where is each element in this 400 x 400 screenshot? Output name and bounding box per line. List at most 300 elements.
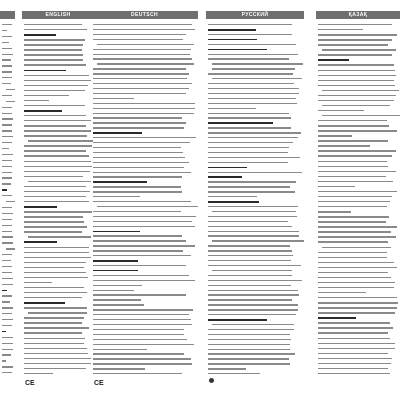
- text-line: [93, 245, 195, 246]
- text-line: [24, 115, 86, 116]
- text-line: [93, 117, 182, 118]
- text-line: [2, 77, 12, 78]
- text-line: [318, 236, 396, 237]
- text-line: [24, 252, 89, 253]
- text-line: [318, 201, 390, 202]
- text-line: [24, 191, 90, 192]
- text-line: [318, 155, 392, 156]
- text-line: [2, 48, 12, 49]
- text-line: [208, 157, 300, 158]
- text-line: [93, 103, 195, 104]
- text-line: [2, 130, 12, 131]
- text-line: [318, 282, 395, 283]
- text-line: [97, 63, 194, 64]
- column-text: [208, 24, 302, 378]
- text-line: [2, 124, 12, 125]
- text-line: [208, 58, 289, 59]
- text-line: [318, 70, 395, 71]
- text-line: [24, 130, 91, 131]
- text-line: [93, 152, 183, 153]
- text-line: [318, 307, 397, 308]
- text-line: [318, 150, 396, 151]
- text-line: [318, 302, 398, 303]
- text-line: [318, 75, 396, 76]
- text-line: [93, 93, 186, 94]
- text-line: [208, 304, 298, 305]
- text-line: [93, 83, 192, 84]
- text-line: [24, 216, 83, 217]
- text-line: [24, 44, 83, 45]
- text-line: [208, 132, 301, 133]
- text-line: [318, 80, 394, 81]
- text-line: [28, 312, 87, 313]
- text-line: [318, 85, 395, 86]
- text-line: [208, 349, 290, 350]
- text-line: [318, 166, 388, 167]
- text-line: [24, 166, 92, 167]
- text-line: [318, 95, 396, 96]
- text-line: [93, 363, 192, 364]
- text-line: [6, 101, 15, 102]
- text-line: [208, 88, 299, 89]
- text-line: [318, 34, 397, 35]
- text-line: [24, 59, 83, 60]
- text-line: [93, 255, 191, 256]
- text-line: [24, 176, 83, 177]
- text-line: [208, 363, 290, 364]
- text-line: [97, 206, 198, 207]
- text-line: [208, 39, 257, 41]
- text-line: [2, 148, 9, 149]
- text-line: [93, 137, 196, 138]
- text-line: [318, 297, 397, 298]
- text-line: [93, 211, 181, 212]
- text-line: [212, 68, 295, 69]
- text-line: [208, 117, 291, 118]
- text-line: [208, 275, 292, 276]
- text-line: [208, 142, 293, 143]
- text-line: [24, 277, 88, 278]
- text-line: [2, 154, 13, 155]
- text-line: [208, 108, 256, 109]
- text-line: [24, 348, 87, 349]
- text-line: [208, 309, 298, 310]
- text-line: [93, 339, 187, 340]
- text-line: [93, 34, 186, 35]
- text-line: [93, 290, 134, 291]
- text-line: [2, 177, 12, 178]
- text-line: [318, 262, 394, 263]
- text-line: [2, 172, 12, 173]
- text-line: [93, 304, 144, 305]
- text-line: [208, 329, 294, 330]
- text-line: [93, 216, 196, 217]
- text-line: [208, 162, 288, 163]
- text-line: [24, 186, 86, 187]
- text-line: [208, 186, 290, 187]
- text-line: [2, 54, 13, 55]
- text-line: [93, 349, 147, 350]
- text-line: [2, 354, 11, 355]
- text-line: [318, 363, 391, 364]
- text-line: [318, 216, 389, 217]
- text-line: [318, 252, 387, 253]
- text-line: [93, 314, 189, 315]
- text-line: [2, 207, 12, 208]
- text-line: [24, 226, 87, 227]
- text-line: [24, 317, 84, 318]
- text-line: [208, 196, 257, 197]
- text-line: [318, 206, 387, 207]
- text-line: [2, 319, 13, 320]
- text-line: [208, 181, 296, 182]
- text-line: [93, 191, 182, 192]
- text-line: [28, 181, 91, 182]
- column-english: [22, 0, 94, 400]
- text-line: [2, 213, 13, 214]
- text-line: [208, 358, 289, 359]
- text-line: [208, 334, 290, 335]
- text-line: [24, 85, 88, 86]
- text-line: [24, 353, 88, 354]
- text-line: [318, 317, 356, 319]
- text-line: [318, 59, 349, 61]
- text-line: [93, 167, 184, 168]
- text-line: [208, 235, 299, 236]
- text-line: [93, 353, 184, 354]
- text-line: [24, 24, 82, 25]
- text-line: [208, 226, 292, 227]
- text-line: [212, 78, 302, 79]
- text-line: [24, 110, 62, 112]
- text-line: [24, 307, 87, 308]
- text-line: [208, 206, 298, 207]
- text-line: [93, 39, 183, 40]
- text-line: [93, 270, 138, 272]
- text-line: [2, 71, 12, 72]
- text-line: [93, 68, 186, 69]
- text-line: [93, 319, 191, 320]
- text-line: [318, 332, 388, 333]
- text-line: [2, 189, 7, 191]
- text-line: [24, 257, 91, 258]
- text-line: [93, 240, 186, 241]
- text-line: [208, 147, 289, 148]
- text-line: [2, 231, 12, 232]
- column-text: [2, 24, 13, 378]
- text-line: [208, 24, 292, 25]
- text-line: [318, 373, 390, 374]
- text-line: [6, 201, 15, 202]
- text-line: [318, 312, 395, 313]
- text-line: [93, 29, 195, 30]
- text-line: [318, 191, 397, 192]
- text-line: [93, 275, 189, 276]
- text-line: [93, 294, 186, 295]
- text-line: [318, 338, 390, 339]
- text-line: [93, 172, 191, 173]
- text-line: [208, 353, 295, 354]
- text-line: [318, 241, 388, 242]
- text-line: [93, 196, 140, 197]
- text-line: [318, 353, 388, 354]
- text-line: [208, 44, 296, 45]
- text-line: [318, 161, 387, 162]
- text-line: [24, 155, 89, 156]
- text-line: [2, 331, 6, 333]
- text-line: [93, 49, 191, 50]
- text-line: [24, 100, 49, 101]
- text-line: [2, 343, 13, 344]
- text-line: [24, 282, 52, 283]
- text-line: [24, 373, 53, 374]
- text-line: [2, 242, 13, 243]
- text-line: [24, 343, 84, 344]
- text-line: [208, 93, 299, 94]
- text-line: [24, 267, 84, 268]
- text-line: [24, 322, 82, 323]
- text-line: [24, 363, 91, 364]
- text-line: [93, 98, 134, 99]
- text-line: [28, 236, 91, 237]
- text-line: [322, 115, 400, 116]
- text-line: [208, 265, 301, 266]
- text-line: [93, 157, 185, 158]
- text-line: [24, 211, 92, 212]
- text-line: [24, 125, 86, 126]
- text-line: [2, 360, 6, 361]
- text-line: [93, 142, 190, 143]
- text-line: [97, 44, 194, 45]
- text-line: [93, 108, 195, 109]
- text-line: [208, 285, 291, 286]
- text-line: [318, 145, 370, 146]
- text-line: [93, 231, 140, 233]
- text-line: [93, 358, 191, 359]
- column-title: ҚАЗАҚ: [348, 12, 368, 18]
- text-line: [24, 90, 85, 91]
- text-line: [24, 206, 57, 208]
- column-title: DEUTSCH: [131, 12, 158, 18]
- text-line: [24, 297, 82, 298]
- text-line: [24, 338, 85, 339]
- text-line: [322, 49, 396, 50]
- text-line: [208, 176, 242, 178]
- text-line: [318, 211, 351, 212]
- text-line: [24, 29, 87, 30]
- text-line: [208, 201, 259, 203]
- text-line: [2, 30, 7, 31]
- text-line: [93, 299, 141, 300]
- text-line: [208, 299, 292, 300]
- text-line: [208, 127, 291, 128]
- column-text: [24, 24, 92, 378]
- text-line: [208, 29, 256, 31]
- text-line: [24, 54, 83, 55]
- text-line: [318, 343, 395, 344]
- text-line: [24, 302, 65, 304]
- text-line: [2, 160, 12, 161]
- text-line: [24, 95, 69, 96]
- text-line: [93, 58, 192, 59]
- text-line: [2, 225, 12, 226]
- text-line: [212, 270, 292, 271]
- text-line: [2, 295, 12, 296]
- text-line: [24, 231, 82, 232]
- text-line: [318, 186, 355, 187]
- text-line: [93, 344, 194, 345]
- text-line: [24, 105, 85, 106]
- text-line: [93, 265, 186, 266]
- certification-mark-icon: [209, 378, 214, 383]
- text-line: [212, 324, 294, 325]
- text-line: [318, 181, 393, 182]
- text-line: [318, 358, 392, 359]
- text-line: [24, 120, 91, 121]
- column-partial: [0, 0, 15, 400]
- text-line: [318, 171, 396, 172]
- text-line: [24, 39, 85, 40]
- text-line: [24, 171, 90, 172]
- text-line: [318, 29, 363, 30]
- text-line: [2, 325, 12, 326]
- text-line: [2, 83, 11, 84]
- text-line: [93, 221, 192, 222]
- text-line: [2, 349, 13, 350]
- ce-mark-icon: CE: [94, 380, 104, 387]
- text-line: [24, 327, 89, 328]
- text-line: [208, 122, 273, 124]
- text-line: [93, 162, 189, 163]
- text-line: [2, 113, 12, 114]
- text-line: [318, 322, 390, 323]
- text-line: [318, 39, 392, 40]
- text-line: [24, 221, 84, 222]
- text-line: [322, 247, 391, 248]
- text-line: [93, 73, 189, 74]
- text-line: [318, 231, 391, 232]
- text-line: [93, 127, 184, 128]
- text-line: [208, 34, 292, 35]
- text-line: [28, 140, 93, 141]
- text-line: [93, 24, 192, 25]
- text-line: [208, 245, 290, 246]
- text-line: [2, 372, 12, 373]
- text-line: [24, 292, 87, 293]
- text-line: [2, 65, 12, 66]
- text-line: [208, 231, 299, 232]
- text-line: [318, 24, 392, 25]
- text-line: [2, 183, 11, 184]
- text-line: [318, 221, 386, 222]
- text-line: [2, 195, 12, 196]
- text-line: [24, 262, 86, 263]
- text-line: [208, 49, 267, 51]
- text-line: [93, 235, 182, 236]
- text-line: [208, 172, 302, 173]
- text-line: [208, 373, 260, 374]
- text-line: [2, 278, 13, 279]
- text-line: [93, 186, 181, 187]
- text-line: [93, 309, 193, 310]
- text-line: [24, 80, 91, 81]
- text-line: [2, 107, 12, 108]
- text-line: [24, 75, 89, 76]
- text-line: [2, 254, 12, 255]
- text-line: [93, 54, 190, 55]
- text-line: [208, 260, 291, 261]
- text-line: [208, 221, 288, 222]
- text-line: [208, 191, 295, 192]
- text-line: [24, 287, 84, 288]
- text-line: [2, 118, 13, 119]
- text-line: [208, 314, 296, 315]
- text-line: [208, 294, 299, 295]
- text-line: [2, 59, 11, 60]
- text-line: [318, 348, 395, 349]
- text-line: [93, 329, 184, 330]
- ce-mark-icon: CE: [25, 380, 35, 387]
- text-line: [318, 368, 388, 369]
- text-line: [318, 64, 394, 65]
- column-header-bar: [0, 11, 15, 19]
- text-line: [208, 137, 298, 138]
- text-line: [2, 313, 12, 314]
- text-line: [6, 89, 15, 90]
- text-line: [318, 277, 391, 278]
- text-line: [208, 152, 288, 153]
- text-line: [2, 236, 13, 237]
- text-line: [93, 201, 191, 202]
- text-line: [318, 287, 394, 288]
- text-line: [24, 201, 89, 202]
- column-kazakh: [316, 0, 400, 400]
- text-line: [93, 122, 186, 123]
- text-line: [93, 176, 182, 177]
- text-line: [93, 324, 192, 325]
- text-line: [93, 285, 142, 286]
- text-line: [318, 226, 397, 227]
- text-line: [24, 145, 92, 146]
- text-line: [24, 34, 56, 36]
- text-line: [2, 301, 10, 302]
- text-line: [208, 250, 292, 251]
- text-line: [318, 125, 389, 126]
- text-line: [208, 54, 298, 55]
- text-line: [208, 83, 294, 84]
- text-line: [208, 319, 267, 321]
- column-text: [318, 24, 398, 378]
- text-line: [208, 280, 302, 281]
- text-line: [318, 257, 387, 258]
- text-line: [318, 54, 392, 55]
- text-line: [212, 63, 303, 64]
- text-line: [24, 368, 86, 369]
- text-line: [24, 64, 86, 65]
- text-line: [2, 266, 12, 267]
- text-line: [208, 167, 247, 169]
- text-line: [208, 255, 293, 256]
- text-line: [2, 284, 13, 285]
- text-line: [318, 100, 394, 101]
- text-line: [208, 344, 290, 345]
- text-line: [318, 267, 397, 268]
- text-line: [24, 241, 57, 243]
- text-line: [93, 113, 194, 114]
- text-line: [318, 44, 388, 45]
- text-line: [93, 260, 138, 262]
- text-line: [2, 42, 9, 43]
